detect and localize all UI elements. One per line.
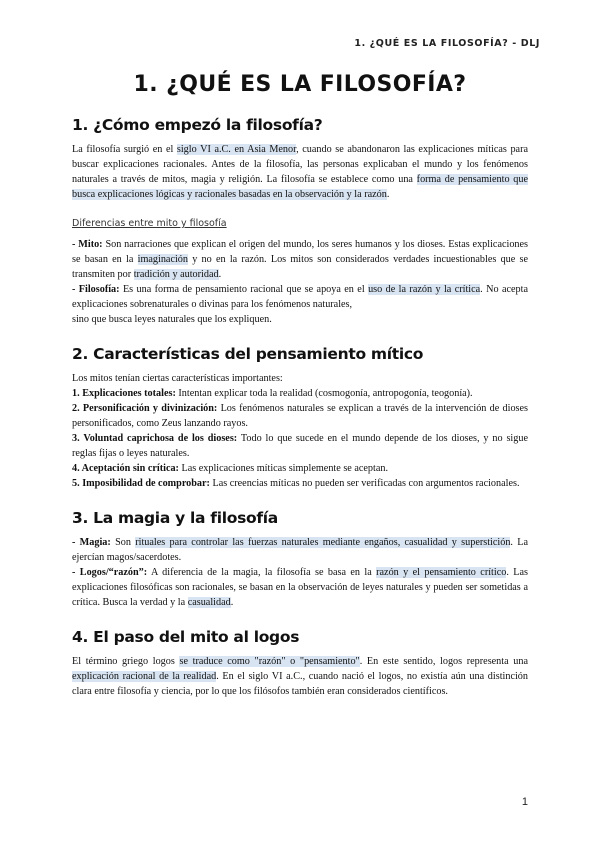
text-run: . La ejercían magos/sacerdotes.: [72, 537, 528, 563]
section-2: [72, 343, 528, 491]
text-run: El término griego logos: [72, 656, 180, 667]
section-2-heading: 2. Características del pensamiento mítico: [72, 345, 424, 363]
text-run: . Las explicaciones filosóficas son racionales, se basan en la observación de leyes naturales y pueden ser sometidas a crítica. Busca la verdad y la: [72, 567, 528, 608]
highlight: forma de pensamiento que busca explicaciones lógicas y racionales basadas en la observación y la razón: [72, 174, 528, 200]
term-label: - Magia:: [72, 537, 111, 548]
section-4-paragraph: [72, 654, 528, 699]
document-title: 1. ¿QUÉ ES LA FILOSOFÍA?: [133, 72, 467, 97]
section-1: [72, 114, 528, 327]
text-run: .: [218, 269, 222, 280]
text-run: .: [230, 597, 234, 608]
highlight: uso de la razón y la crítica: [368, 284, 481, 295]
list-item: [72, 386, 528, 401]
text-run: , cuando se abandonaron las explicaciones míticas para buscar explicaciones racionales. Antes de la filosofía, las personas explicaban el mundo y los fenómenos naturales a través de mitos, magia y religión. La filosofía se establece como una: [72, 144, 528, 185]
text-run: y no en la razón. Los mitos son considerados verdades incuestionables que se transmiten por: [72, 254, 529, 280]
highlight: explicación racional de la realidad: [72, 671, 217, 682]
item-label: 5. Imposibilidad de comprobar:: [72, 478, 210, 489]
item-text: Las explicaciones míticas simplemente se aceptan.: [178, 463, 389, 474]
highlight: se traduce como "razón" o "pensamiento": [179, 656, 360, 667]
highlight: tradición y autoridad: [133, 269, 219, 280]
list-item: [72, 461, 528, 476]
text-run: .: [386, 189, 390, 200]
item-label: 1. Explicaciones totales:: [72, 388, 176, 399]
item-text: Las creencias míticas no pueden ser verificadas con argumentos racionales.: [209, 478, 520, 489]
list-item: [72, 431, 528, 461]
text-run: sino que busca leyes naturales que los expliquen.: [72, 314, 272, 325]
term-label: - Filosofía:: [72, 284, 120, 295]
definition-magia: [72, 535, 528, 565]
subheading-differences: Diferencias entre mito y filosofía: [72, 218, 227, 229]
item-label: 2. Personificación y divinización:: [72, 403, 218, 414]
document-body: [72, 114, 528, 715]
text-run: A diferencia de la magia, la filosofía se basa en la: [147, 567, 377, 578]
text-run: Es una forma de pensamiento racional que se apoya en el: [119, 284, 369, 295]
running-header: 1. ¿QUÉ ES LA FILOSOFÍA? - DLJ: [354, 38, 540, 49]
section-2-intro: Los mitos tenían ciertas características importantes:: [72, 373, 283, 384]
list-item: [72, 476, 528, 491]
section-1-heading: 1. ¿Cómo empezó la filosofía?: [72, 116, 323, 134]
item-text: Todo lo que sucede en el mundo depende de los dioses, y no sigue reglas fijas o leyes naturales.: [72, 433, 528, 459]
section-1-paragraph: [72, 142, 528, 202]
definition-logos: [72, 565, 528, 610]
section-3-heading: 3. La magia y la filosofía: [72, 509, 278, 527]
list-item: [72, 401, 528, 431]
item-label: 3. Voluntad caprichosa de los dioses:: [72, 433, 238, 444]
item-text: Los fenómenos naturales se explican a través de la intervención de dioses personificados, como Zeus lanzando rayos.: [72, 403, 529, 429]
section-4: [72, 626, 528, 699]
highlight: casualidad: [187, 597, 231, 608]
highlight: razón y el pensamiento crítico: [376, 567, 507, 578]
text-run: Son: [110, 537, 136, 548]
highlight: rituales para controlar las fuerzas naturales mediante engaños, casualidad y superstición: [135, 537, 511, 548]
text-run: . En este sentido, logos representa una: [359, 656, 528, 667]
term-label: - Logos/“razón”:: [72, 567, 148, 578]
term-label: - Mito:: [72, 239, 103, 250]
definition-filosofia: [72, 282, 528, 327]
item-text: Intentan explicar toda la realidad (cosmogonía, antropogonía, teogonía).: [175, 388, 473, 399]
text-run: . No acepta explicaciones sobrenaturales o divinas para los fenómenos naturales,: [72, 284, 528, 310]
item-label: 4. Aceptación sin crítica:: [72, 463, 179, 474]
highlight: imaginación: [137, 254, 188, 265]
highlight: siglo VI a.C. en Asia Menor: [176, 144, 297, 155]
section-4-heading: 4. El paso del mito al logos: [72, 628, 300, 646]
section-3: [72, 507, 528, 610]
text-run: Son narraciones que explican el origen del mundo, los seres humanos y los dioses. Estas explicaciones se basan en la: [72, 239, 528, 265]
text-run: La filosofía surgió en el: [72, 144, 177, 155]
text-run: . En el siglo VI a.C., cuando nació el logos, no existía aún una distinción clara entre filosofía y ciencia, por lo que los filósofos también eran considerados científicos.: [72, 671, 528, 697]
page-number: 1: [521, 796, 528, 808]
definition-mito: [72, 237, 528, 282]
